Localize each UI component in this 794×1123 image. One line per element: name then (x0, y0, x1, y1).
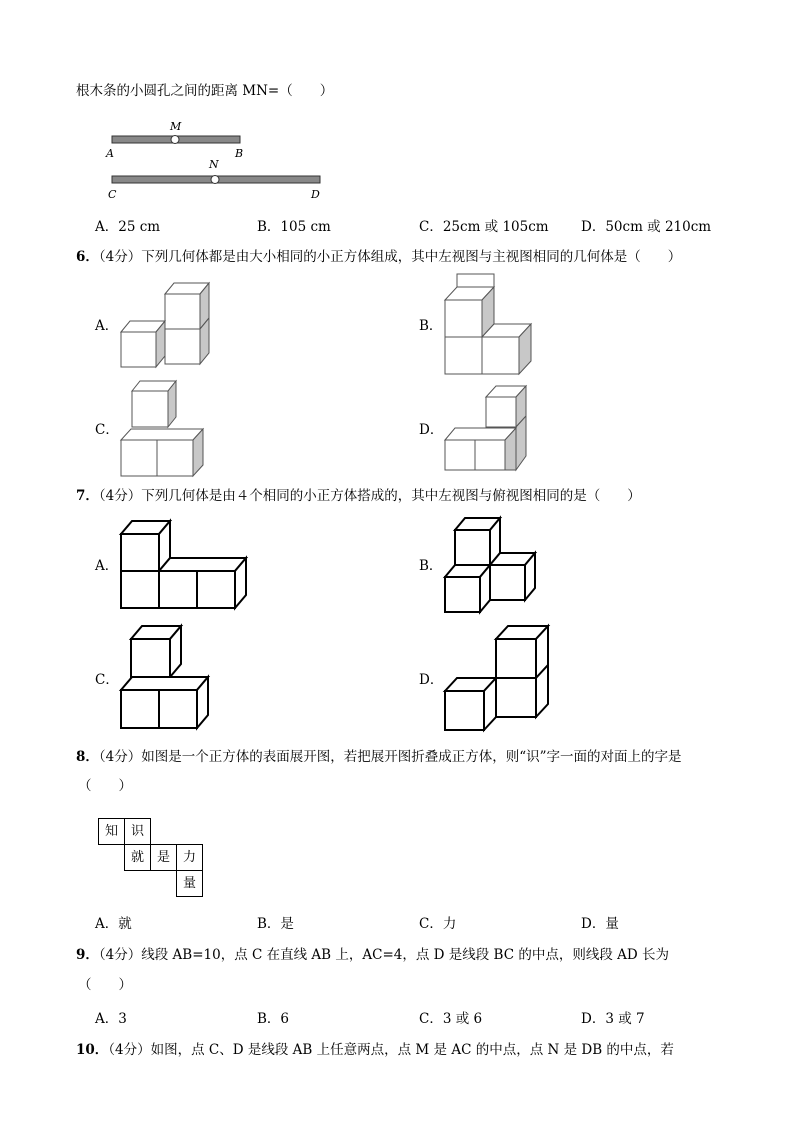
q6-number: 6． (76, 249, 99, 265)
q10-text: 如图，点 C、D 是线段 AB 上任意两点，点 M 是 AC 的中点，点 N 是 DB 的中点，若 (150, 1042, 674, 1058)
q8-option-d: D．量 (581, 916, 619, 932)
q6-label-a: A． (95, 318, 119, 334)
q9-option-d: D．3 或 7 (581, 1011, 645, 1027)
q7-label-b: B． (419, 558, 443, 574)
label-D: D (311, 188, 320, 201)
q8-option-c: C．力 (419, 916, 457, 932)
q6-score: （4分） (98, 249, 142, 265)
q9-stem (76, 946, 669, 964)
q10-score: （4分） (108, 1042, 151, 1058)
q7-score: （4分） (98, 488, 142, 504)
label-A: A (106, 147, 114, 160)
q8-score: （4分） (98, 749, 142, 765)
net-cell-6: 量 (176, 870, 203, 897)
q6-label-b: B． (419, 318, 443, 334)
q7-text: 下列几何体是由４个相同的小正方体搭成的，其中左视图与俯视图相同的是（ ） (141, 488, 641, 504)
net-cell-4: 是 (150, 844, 177, 871)
q7-figure-a (118, 516, 253, 611)
q5-option-c: C．25cm 或 105cm (419, 219, 549, 235)
q6-text: 下列几何体都是由大小相同的小正方体组成，其中左视图与主视图相同的几何体是（ ） (141, 249, 682, 265)
q8-option-b: B．是 (257, 916, 294, 932)
q9-option-c: C．3 或 6 (419, 1011, 483, 1027)
q9-number: 9． (76, 947, 99, 963)
q5-option-a: A．25 cm (95, 219, 161, 235)
label-N: N (209, 158, 219, 171)
q9-option-b: B．6 (257, 1011, 290, 1027)
q6-figure-d (442, 384, 537, 474)
q6-stem (76, 248, 681, 266)
q9-option-a: A．3 (95, 1011, 127, 1027)
q10-stem (76, 1041, 674, 1059)
q6-figure-c (118, 378, 218, 478)
q9-score: （4分） (98, 947, 142, 963)
q7-figure-d (442, 624, 552, 734)
q5-option-d: D．50cm 或 210cm (581, 219, 712, 235)
label-C: C (108, 188, 117, 201)
q9-text: 线段 AB=10，点 C 在直线 AB 上，AC=4，点 D 是线段 BC 的中点，则线段 AD 长为 (141, 947, 669, 963)
q7-label-a: A． (95, 558, 119, 574)
q7-number: 7． (76, 488, 99, 504)
q7-stem (76, 487, 641, 505)
q7-label-d: D． (419, 672, 444, 688)
q8-stem (76, 748, 682, 766)
q6-label-c: C． (95, 422, 119, 438)
label-M: M (170, 120, 182, 133)
q8-option-a: A．就 (95, 916, 132, 932)
q10-number: 10． (76, 1042, 109, 1058)
net-cell-5: 力 (176, 844, 203, 871)
q8-number: 8． (76, 749, 99, 765)
net-cell-2: 识 (124, 818, 151, 845)
q5-figure (100, 115, 340, 200)
q5-stem-tail: 根木条的小圆孔之间的距离 MN=（ ） (76, 83, 334, 99)
q7-figure-b (442, 515, 542, 615)
net-cell-3: 就 (124, 844, 151, 871)
q7-label-c: C． (95, 672, 119, 688)
q9-paren: （ ） (78, 977, 132, 993)
q6-figure-a (118, 280, 218, 375)
q8-text: 如图是一个正方体的表面展开图，若把展开图折叠成正方体，则“识”字一面的对面上的字是 (141, 749, 682, 765)
label-B: B (235, 147, 244, 160)
q6-label-d: D． (419, 422, 444, 438)
q8-paren: （ ） (78, 778, 132, 794)
q5-option-b: B．105 cm (257, 219, 331, 235)
q7-figure-c (118, 624, 218, 734)
net-cell-1: 知 (98, 818, 125, 845)
q6-figure-b (442, 272, 542, 382)
